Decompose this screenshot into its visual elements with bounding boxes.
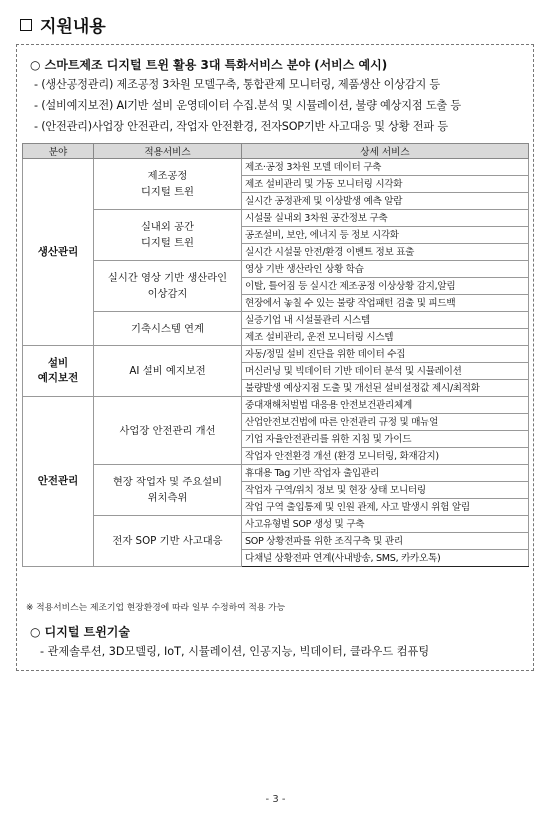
table-row [23,346,529,363]
page-number: - 3 - [265,794,286,805]
detail-cell: 다채널 상황전파 연계(사내방송, SMS, 카카오톡) [242,550,529,567]
footnote: ※ 적용서비스는 제조기업 현장환경에 따라 일부 수정하여 적용 가능 [26,603,286,613]
area-cell: 안전관리 [23,397,94,567]
app-cell: 사업장 안전관리 개선 [94,397,242,465]
detail-cell: 작업 구역 출입통제 및 인원 관제, 사고 발생시 위험 알림 [242,499,529,516]
section-title: 지원내용 [40,17,106,37]
detail-cell: 제조 설비관리, 운전 모니터링 시스템 [242,329,529,346]
detail-cell: 머신러닝 및 빅데이터 기반 데이터 분석 및 시뮬레이션 [242,363,529,380]
detail-cell: 사고유형별 SOP 생성 및 구축 [242,516,529,533]
detail-cell: 제조·공정 3차원 모델 데이터 구축 [242,159,529,176]
detail-cell: 현장에서 놓칠 수 있는 불량 작업패턴 검출 및 피드백 [242,295,529,312]
table-row [23,159,529,176]
header-app: 적용서비스 [94,144,242,159]
table-body [23,159,529,567]
app-cell: 제조공정 디지털 트윈 [94,159,242,210]
area-cell: 생산관리 [23,159,94,346]
detail-cell: 작업자 안전환경 개선 (환경 모니터링, 화재감지) [242,448,529,465]
header-detail: 상세 서비스 [242,144,529,159]
checkbox-square-icon [20,19,32,31]
app-cell: AI 설비 예지보전 [94,346,242,397]
detail-cell: SOP 상황전파를 위한 조직구축 및 관리 [242,533,529,550]
detail-cell: 불량발생 예상지점 도출 및 개선된 설비설정값 제시/최적화 [242,380,529,397]
detail-cell: 산업안전보건법에 따른 안전관리 규정 및 매뉴얼 [242,414,529,431]
app-cell: 기축시스템 연계 [94,312,242,346]
service-line-production: - (생산공정관리) 제조공정 3차원 모델구축, 통합관제 모니터링, 제품생산 이상감지 등 [34,78,441,91]
detail-cell: 영상 기반 생산라인 상황 학습 [242,261,529,278]
header-area: 분야 [23,144,94,159]
detail-cell: 자동/정밀 설비 진단을 위한 데이터 수집 [242,346,529,363]
detail-cell: 제조 설비관리 및 가동 모니터링 시각화 [242,176,529,193]
app-cell: 현장 작업자 및 주요설비 위치측위 [94,465,242,516]
detail-cell: 휴대용 Tag 기반 작업자 출입관리 [242,465,529,482]
detail-cell: 이탈, 틀어짐 등 실시간 제조공정 이상상황 감지,알림 [242,278,529,295]
app-cell: 실내외 공간 디지털 트윈 [94,210,242,261]
table-row [23,516,529,533]
section-heading [20,12,106,37]
detail-cell: 기업 자율안전관리를 위한 지침 및 가이드 [242,431,529,448]
detail-cell: 작업자 구역/위치 정보 및 현장 상태 모니터링 [242,482,529,499]
app-cell: 전자 SOP 기반 사고대응 [94,516,242,567]
detail-cell: 실시간 공정관제 및 이상발생 예측 알람 [242,193,529,210]
service-table [22,143,529,567]
table-row [23,397,529,414]
table-row [23,261,529,278]
detail-cell: 중대재해처벌법 대응용 안전보건관리체계 [242,397,529,414]
detail-cell: 공조설비, 보안, 에너지 등 정보 시각화 [242,227,529,244]
detail-cell: 실증기업 내 시설물관리 시스템 [242,312,529,329]
table-row [23,465,529,482]
service-line-safety: - (안전관리)사업장 안전관리, 작업자 안전환경, 전자SOP기반 사고대응 및 상황 전파 등 [34,120,448,133]
digital-twin-tech-line: - 관제솔루션, 3D모델링, IoT, 시뮬레이션, 인공지능, 빅데이터, 클라우드 컴퓨팅 [40,645,430,658]
service-line-maintenance: - (설비예지보전) AI기반 설비 운영데이터 수집.분석 및 시뮬레이션, 불량 예상지점 도출 등 [34,99,461,112]
detail-cell: 실시간 시설물 안전/환경 이벤트 정보 표출 [242,244,529,261]
area-cell: 설비 예지보전 [23,346,94,397]
table-row [23,210,529,227]
table-row [23,312,529,329]
detail-cell: 시설물 실내외 3차원 공간정보 구축 [242,210,529,227]
services-title: ○ 스마트제조 디지털 트윈 활용 3대 특화서비스 분야 (서비스 예시) [30,58,388,72]
digital-twin-title: ○ 디지털 트윈기술 [30,625,130,639]
table-header-row [23,144,529,159]
app-cell: 실시간 영상 기반 생산라인 이상감지 [94,261,242,312]
